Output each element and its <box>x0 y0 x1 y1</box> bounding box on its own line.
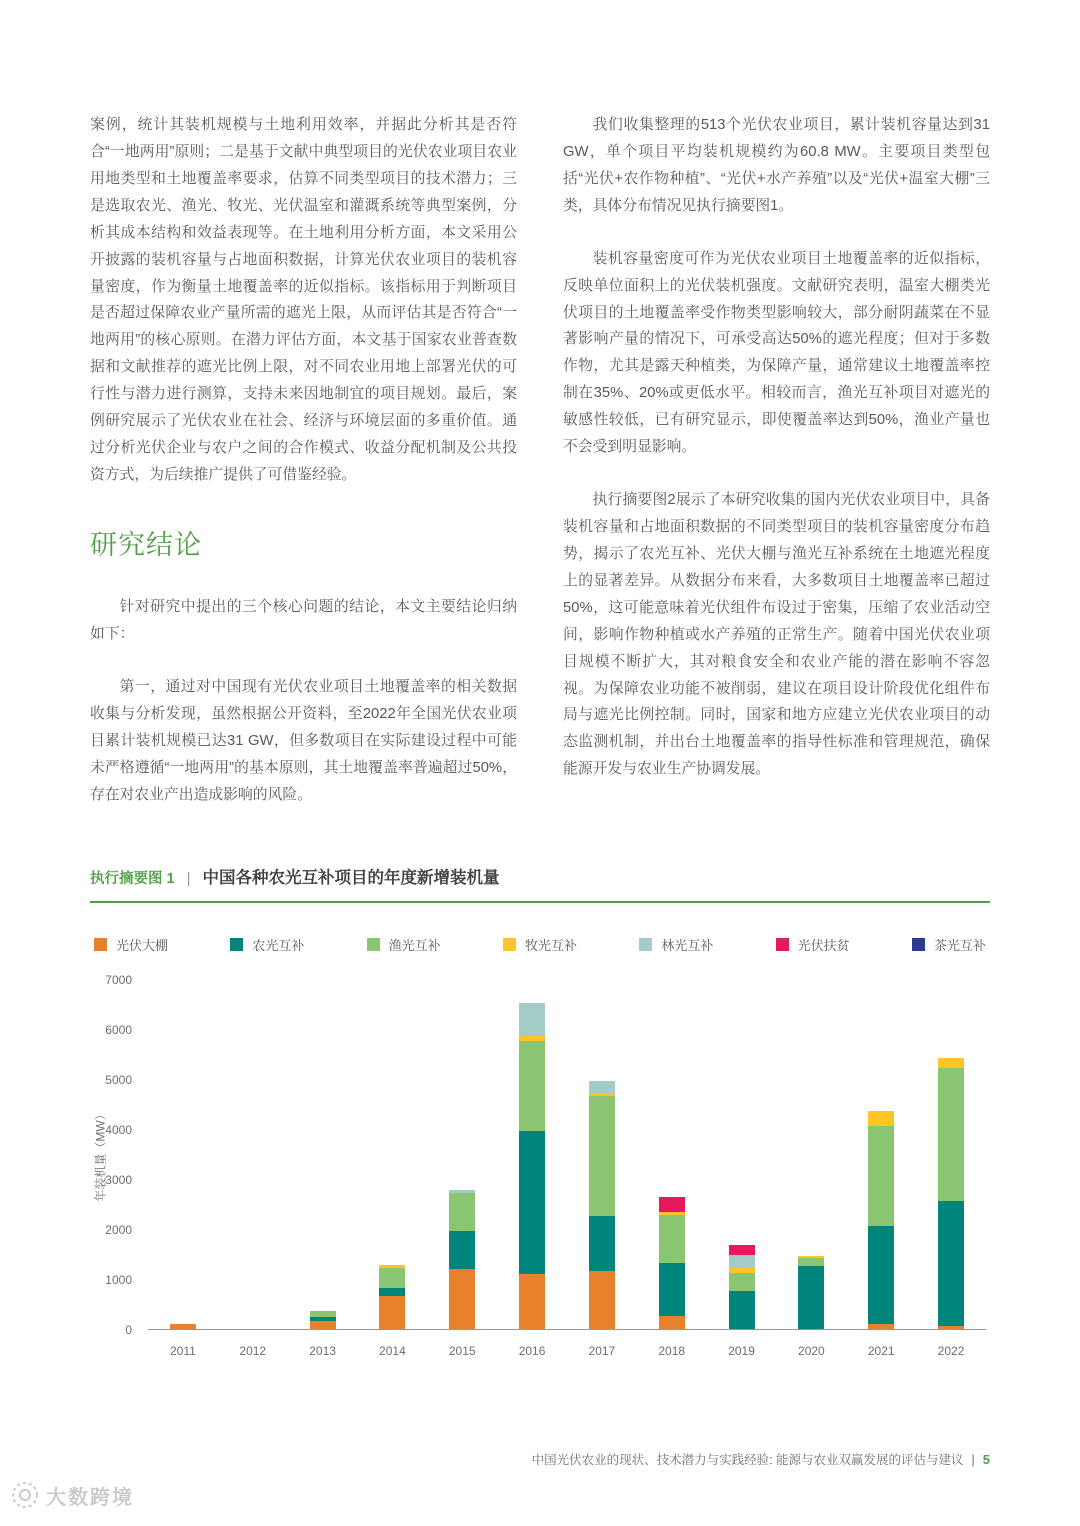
legend-label: 渔光互补 <box>388 938 441 954</box>
bar-slot <box>637 980 707 1329</box>
bar-stack <box>589 1081 615 1329</box>
y-tick-label: 5000 <box>105 1073 132 1088</box>
x-axis-labels <box>148 1344 986 1358</box>
y-tick-label: 0 <box>125 1323 132 1338</box>
legend-item <box>776 935 850 954</box>
bar-segment <box>589 1096 615 1216</box>
y-axis-title: 年装机量（MW） <box>93 1108 108 1203</box>
body-paragraph: 针对研究中提出的三个核心问题的结论，本文主要结论归纳如下： <box>90 599 517 642</box>
section-title: 研究结论 <box>90 529 202 560</box>
figure-header <box>90 864 990 888</box>
bar-segment <box>589 1216 615 1271</box>
legend-label: 茶光互补 <box>933 938 986 954</box>
bar-stack <box>379 1265 405 1329</box>
legend-label: 光伏大棚 <box>116 938 169 954</box>
bar-stack <box>310 1311 336 1329</box>
bar-slot <box>776 980 846 1329</box>
page-number: 5 <box>982 1452 990 1467</box>
legend-label: 光伏扶贫 <box>797 938 850 954</box>
bar-segment <box>938 1058 964 1068</box>
bar-stack <box>868 1111 894 1329</box>
bar-segment <box>729 1273 755 1291</box>
bar-stack <box>729 1245 755 1329</box>
bar-segment <box>729 1255 755 1268</box>
x-tick-label: 2014 <box>379 1344 406 1359</box>
y-tick-label: 1000 <box>105 1273 132 1288</box>
bar-segment <box>449 1193 475 1231</box>
x-tick-label: 2011 <box>170 1344 196 1359</box>
bar-segment <box>519 1003 545 1036</box>
x-tick-label: 2022 <box>937 1344 965 1359</box>
x-tick-label: 2021 <box>867 1344 895 1359</box>
bar-segment <box>659 1197 685 1212</box>
bar-slot <box>427 980 497 1329</box>
bar-slot <box>148 980 218 1329</box>
legend-swatch <box>776 938 789 951</box>
bar-segment <box>589 1081 615 1093</box>
bar-segment <box>170 1324 196 1329</box>
bar-slot <box>846 980 916 1329</box>
bar-segment <box>310 1321 336 1329</box>
bar-slot <box>567 980 637 1329</box>
bar-stack <box>170 1324 196 1329</box>
watermark <box>10 1480 134 1510</box>
x-tick-label: 2020 <box>798 1344 825 1359</box>
legend-swatch <box>639 938 652 951</box>
bar-segment <box>729 1245 755 1255</box>
figure-rule <box>90 901 990 903</box>
chart-plot <box>148 980 986 1330</box>
bar-segment <box>729 1291 755 1329</box>
body-paragraph: 装机容量密度可作为光伏农业项目土地覆盖率的近似指标，反映单位面积上的光伏装机强度。文献研究表明，温室大棚类光伏项目的土地覆盖率受作物类型影响较大，部分耐阴蔬菜在不显著影响产量的情况下，可承受高达50%的遮光程度；但对于多数作物，尤其是露天种植类，为保障产量，通常建议土地覆盖率控制在35%、20%或更低水平。相较而言，渔光互补项目对遮光的敏感性较低，已有研究显示，即使覆盖率达到50%，渔业产量也不会受到明显影响。 <box>563 250 990 456</box>
legend-item <box>503 935 577 954</box>
legend-item <box>230 935 304 954</box>
body-paragraph: 执行摘要图2展示了本研究收集的国内光伏农业项目中，具备装机容量和占地面积数据的不同类型项目的装机容量密度分布趋势，揭示了农光互补、光伏大棚与渔光互补系统在土地遮光程度上的显著差异。从数据分布来看，大多数项目土地覆盖率已超过50%，这可能意味着光伏组件布设过于密集，压缩了农业活动空间，影响作物种植或水产养殖的正常生产。随着中国光伏农业项目规模不断扩大，其对粮食安全和农业产能的潜在影响不容忽视。为保障农业功能不被削弱，建议在项目设计阶段优化组件布局与遮光比例控制。同时，国家和地方应建立光伏农业项目的动态监测机制，并出台土地覆盖率的指导性标准和管理规范，确保能源开发与农业生产协调发展。 <box>563 492 990 778</box>
legend-label: 牧光互补 <box>524 938 577 954</box>
bar-segment <box>519 1131 545 1274</box>
y-tick-label: 2000 <box>105 1223 132 1238</box>
watermark-logo <box>10 1480 40 1510</box>
legend-item <box>94 935 168 954</box>
legend-item <box>639 935 713 954</box>
bar-slot <box>707 980 777 1329</box>
bar-stack <box>659 1197 685 1329</box>
left-column <box>90 112 517 834</box>
bar-segment <box>659 1263 685 1316</box>
bar-segment <box>868 1126 894 1226</box>
body-paragraph: 我们收集整理的513个光伏农业项目，累计装机容量达到31 GW，单个项目平均装机规模约为60.8 MW。主要项目类型包括“光伏+农作物种植”、“光伏+水产养殖”以及“光伏+温室大棚”三类，具体分布情况见执行摘要图1。 <box>563 117 990 214</box>
legend-item <box>912 935 986 954</box>
bar-slot <box>288 980 358 1329</box>
bar-stack <box>798 1256 824 1329</box>
legend-label: 林光互补 <box>661 938 714 954</box>
bar-stack <box>938 1058 964 1329</box>
legend-swatch <box>367 938 380 951</box>
x-tick-label: 2016 <box>518 1344 546 1359</box>
bar-segment <box>798 1266 824 1329</box>
y-tick-label: 4000 <box>105 1123 132 1138</box>
bar-slot <box>916 980 986 1329</box>
x-tick-label: 2019 <box>728 1344 755 1359</box>
bar-segment <box>659 1215 685 1263</box>
bar-stack <box>519 1003 545 1329</box>
bar-segment <box>868 1324 894 1329</box>
body-paragraph: 案例，统计其装机规模与土地利用效率，并据此分析其是否符合“一地两用”原则；二是基于文献中典型项目的光伏农业项目农业用地类型和土地覆盖率要求，估算不同类型项目的技术潜力；三是选取农光、渔光、牧光、光伏温室和灌溉系统等典型案例，分析其成本结构和效益表现等。在土地利用分析方面，本文采用公开披露的装机容量与占地面积数据，计算光伏农业项目的装机容量密度，作为衡量土地覆盖率的近似指标。该指标用于判断项目是否超过保障农业产量所需的遮光上限，从而评估其是否符合“一地两用”的核心原则。在潜力评估方面，本文基于国家农业普查数据和文献推荐的遮光比例上限，对不同农业用地上部署光伏的可行性与潜力进行测算，支持未来因地制宜的项目规划。最后，案例研究展示了光伏农业在社会、经济与环境层面的多重价值。通过分析光伏企业与农户之间的合作模式、收益分配机制及公共投资方式，为后续推广提供了可借鉴经验。 <box>90 117 517 483</box>
legend-swatch <box>230 938 243 951</box>
bar-segment <box>938 1068 964 1201</box>
bar-segment <box>379 1296 405 1329</box>
legend-label: 农光互补 <box>252 938 305 954</box>
figure-label: 执行摘要图 1 <box>90 871 175 888</box>
bar-segment <box>659 1316 685 1329</box>
footer-separator: | <box>971 1453 975 1467</box>
bar-segment <box>449 1269 475 1329</box>
x-tick-label: 2017 <box>588 1344 616 1359</box>
legend-swatch <box>503 938 516 951</box>
body-paragraph: 第一，通过对中国现有光伏农业项目土地覆盖率的相关数据收集与分析发现，虽然根据公开资料，至2022年全国光伏农业项目累计装机规模已达31 GW，但多数项目在实际建设过程中可能未严格遵循“一地两用”的基本原则，其土地覆盖率普遍超过50%，存在对农业产出造成影响的风险。 <box>90 678 517 803</box>
body-columns <box>90 112 990 834</box>
x-tick-label: 2013 <box>309 1344 336 1359</box>
plot-wrap <box>105 973 986 1338</box>
legend-item <box>367 935 441 954</box>
figure-separator: | <box>186 870 191 888</box>
y-axis-ticks <box>96 973 144 1338</box>
legend-swatch <box>912 938 925 951</box>
y-tick-label: 3000 <box>105 1173 132 1188</box>
x-tick-label: 2012 <box>239 1344 267 1359</box>
bar-segment <box>798 1258 824 1266</box>
chart <box>90 970 990 1382</box>
bar-segment <box>379 1268 405 1288</box>
bar-segment <box>938 1201 964 1326</box>
bar-segment <box>449 1231 475 1269</box>
legend-swatch <box>94 938 107 951</box>
y-tick-label: 7000 <box>105 973 132 988</box>
bar-segment <box>589 1271 615 1329</box>
bar-segment <box>938 1326 964 1329</box>
bar-stack <box>449 1190 475 1329</box>
bar-slot <box>357 980 427 1329</box>
bar-segment <box>868 1111 894 1126</box>
x-tick-label: 2015 <box>448 1344 476 1359</box>
bar-segment <box>519 1274 545 1329</box>
watermark-text: 大数跨境 <box>46 1486 134 1509</box>
page-footer <box>532 1450 990 1468</box>
y-tick-label: 6000 <box>105 1023 132 1038</box>
figure-title: 中国各种农光互补项目的年度新增装机量 <box>202 869 500 888</box>
bar-segment <box>868 1226 894 1324</box>
footer-title: 中国光伏农业的现状、技术潜力与实践经验: 能源与农业双赢发展的评估与建议 <box>531 1453 964 1467</box>
bar-segment <box>519 1041 545 1131</box>
bar-slot <box>497 980 567 1329</box>
chart-legend <box>94 935 986 954</box>
x-tick-label: 2018 <box>658 1344 686 1359</box>
bar-segment <box>379 1288 405 1296</box>
right-column <box>563 112 990 834</box>
bar-slot <box>218 980 288 1329</box>
